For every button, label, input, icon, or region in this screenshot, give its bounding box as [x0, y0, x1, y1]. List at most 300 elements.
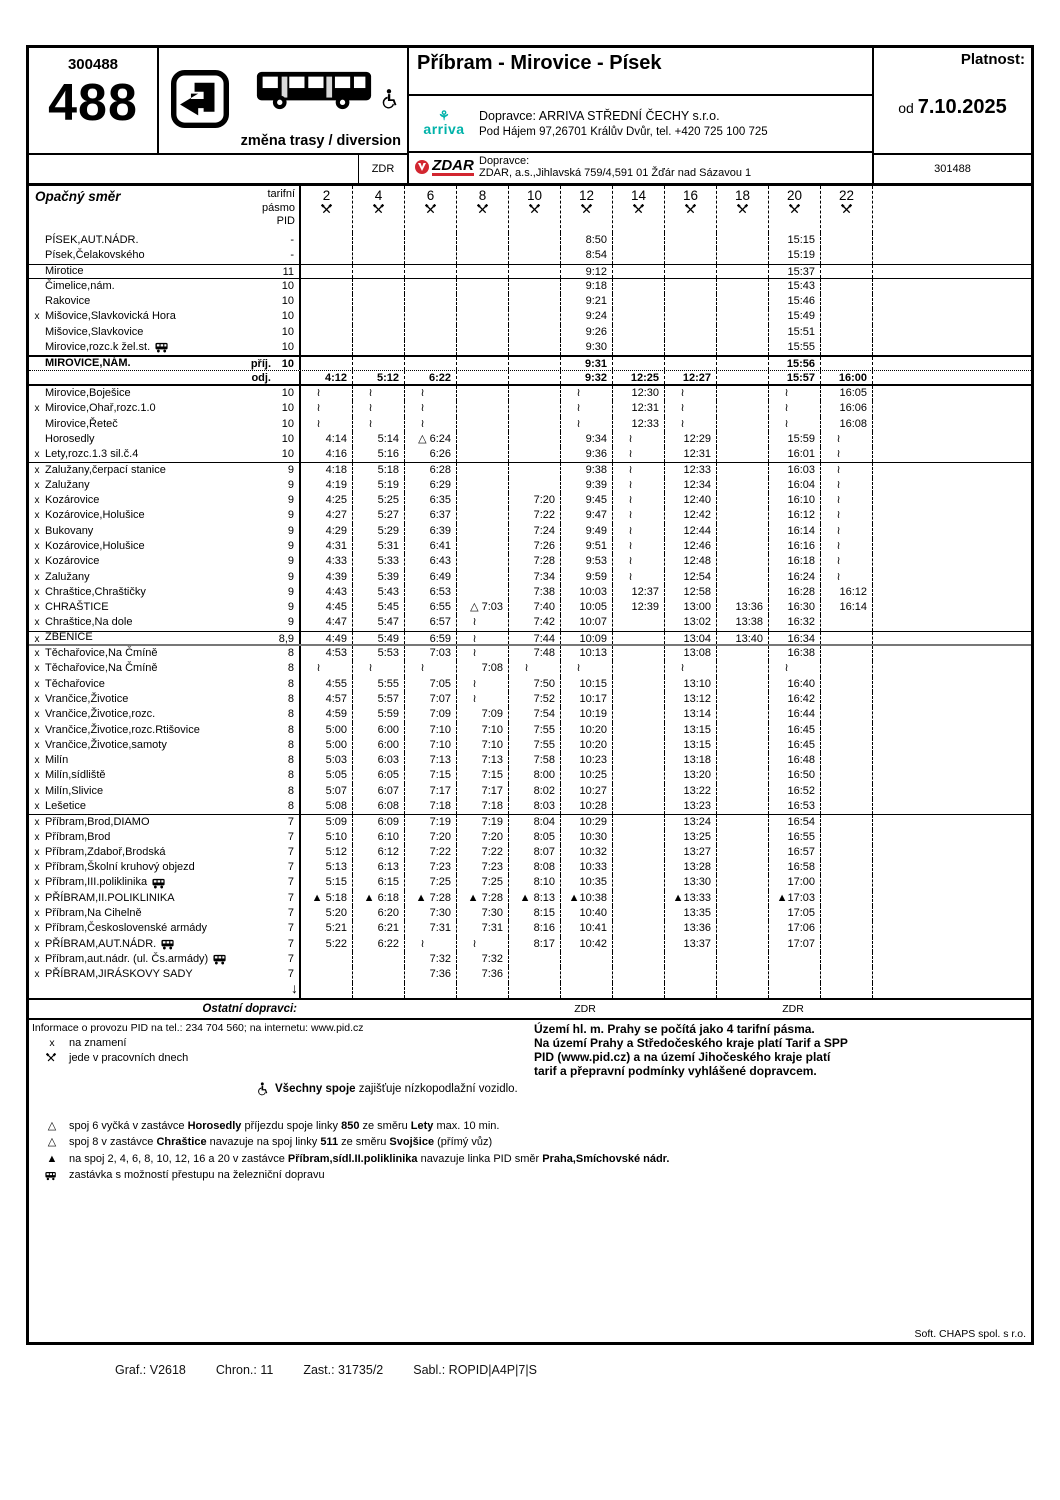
time-cell: ≀	[405, 937, 457, 952]
time-cell: 5:03	[301, 753, 353, 768]
time-cell	[717, 371, 769, 384]
train-icon	[161, 939, 175, 950]
time-cell: 16:24	[769, 570, 821, 585]
time-cell: 4:19	[301, 478, 353, 493]
time-cell: 15:57	[769, 371, 821, 384]
request-stop-flag	[29, 233, 45, 248]
other-carriers-cells	[299, 1000, 871, 1018]
time-cell: 10:15	[561, 677, 613, 692]
print-meta-item: Graf.: V2618	[115, 1363, 186, 1377]
time-cell: 5:05	[301, 768, 353, 783]
arrival-departure-label	[235, 493, 271, 508]
time-cell: 7:48	[509, 646, 561, 661]
time-cell: 9:45	[561, 493, 613, 508]
time-cell: 5:15	[301, 875, 353, 890]
time-cell	[821, 677, 873, 692]
table-row	[29, 279, 1031, 294]
station-name: Zalužany	[45, 478, 90, 491]
triangle-filled-icon: ▲	[46, 1152, 58, 1165]
table-row	[29, 768, 1031, 783]
time-cell	[457, 294, 509, 309]
arrival-departure-label: odj.	[251, 371, 271, 384]
arrival-departure-label	[235, 768, 271, 783]
time-cell: 13:40	[717, 632, 769, 644]
time-cell: 12:46	[665, 539, 717, 554]
time-cell: 9:24	[561, 309, 613, 324]
time-cell	[717, 294, 769, 309]
time-cell: 7:22	[405, 845, 457, 860]
time-cell: 6:13	[353, 860, 405, 875]
request-stop-flag	[29, 386, 45, 401]
time-cell	[457, 508, 509, 523]
time-cell: 9:21	[561, 294, 613, 309]
workdays-icon	[373, 204, 384, 215]
time-cell	[301, 294, 353, 309]
time-cell	[821, 937, 873, 952]
time-cell: 7:54	[509, 707, 561, 722]
time-cell: 10:07	[561, 615, 613, 630]
time-cell: 7:18	[405, 799, 457, 814]
time-cell	[821, 983, 873, 998]
time-cell: ≀	[665, 401, 717, 416]
zone-value: 7	[287, 845, 294, 858]
time-cell: 5:59	[353, 707, 405, 722]
time-cell: ≀	[457, 677, 509, 692]
time-cell	[301, 967, 353, 982]
time-cell: 8:07	[509, 845, 561, 860]
time-cell: 4:43	[301, 585, 353, 600]
time-cell: 16:54	[769, 815, 821, 829]
time-cell	[509, 279, 561, 294]
time-cell	[717, 875, 769, 890]
time-cell: 7:15	[457, 768, 509, 783]
time-cell: 16:38	[769, 646, 821, 661]
request-stop-flag	[29, 325, 45, 340]
times	[299, 983, 873, 998]
time-cell: 5:09	[301, 815, 353, 829]
time-cell: 7:38	[509, 585, 561, 600]
time-cell: 7:55	[509, 738, 561, 753]
time-cell	[717, 815, 769, 829]
trip-column-header	[769, 186, 821, 233]
trip-column-header	[405, 186, 457, 233]
time-cell: 5:19	[353, 478, 405, 493]
time-cell	[821, 279, 873, 294]
times	[299, 600, 873, 615]
time-cell: 5:16	[353, 447, 405, 462]
time-cell: 5:33	[353, 554, 405, 569]
carrier1-name: Dopravce: ARRIVA STŘEDNÍ ČECHY s.r.o.	[479, 108, 720, 123]
time-cell	[613, 265, 665, 278]
arrival-departure-label	[235, 661, 271, 676]
hammers-icon	[45, 1053, 59, 1063]
time-cell	[457, 248, 509, 263]
time-cell: 6:05	[353, 768, 405, 783]
zone-value: 8	[287, 662, 294, 675]
request-stop-flag: x	[34, 892, 40, 904]
time-cell	[509, 325, 561, 340]
time-cell	[457, 279, 509, 294]
time-cell: 6:09	[353, 815, 405, 829]
train-icon	[213, 954, 227, 965]
time-cell	[301, 952, 353, 967]
table-row	[29, 677, 1031, 692]
time-cell: 16:44	[769, 707, 821, 722]
trip-column-header	[301, 186, 353, 233]
time-cell: 4:29	[301, 524, 353, 539]
time-cell	[509, 386, 561, 401]
triangle-open-icon: △	[47, 1136, 57, 1149]
times	[299, 554, 873, 569]
time-cell: 13:24	[665, 815, 717, 829]
table-row	[29, 921, 1031, 936]
arrival-departure-label	[235, 309, 271, 324]
table-row	[29, 233, 1031, 248]
time-cell: 15:59	[769, 432, 821, 447]
arrival-departure-label	[235, 417, 271, 432]
time-cell: 7:19	[457, 815, 509, 829]
time-cell: 7:07	[405, 692, 457, 707]
request-stop-flag	[29, 983, 45, 998]
time-cell	[717, 983, 769, 998]
time-cell	[353, 248, 405, 263]
time-cell: 6:53	[405, 585, 457, 600]
zone-value: 8	[287, 723, 294, 736]
time-cell: ≀	[821, 524, 873, 539]
time-cell: ≀	[613, 570, 665, 585]
table-row	[29, 738, 1031, 753]
arrival-departure-label	[235, 753, 271, 768]
time-cell: 12:37	[613, 585, 665, 600]
time-cell	[665, 233, 717, 248]
time-cell: 5:45	[353, 600, 405, 615]
table-row	[29, 585, 1031, 600]
time-cell: 7:52	[509, 692, 561, 707]
time-cell	[613, 830, 665, 845]
time-cell	[821, 294, 873, 309]
time-cell: 12:27	[665, 371, 717, 384]
time-cell	[613, 860, 665, 875]
time-cell	[405, 309, 457, 324]
time-cell	[457, 371, 509, 384]
table-row	[29, 386, 1031, 401]
station-name: Příbram,Československé armády	[45, 922, 208, 935]
time-cell	[301, 325, 353, 340]
time-cell	[717, 478, 769, 493]
arrival-departure-label	[235, 906, 271, 921]
time-cell: 13:12	[665, 692, 717, 707]
time-cell	[457, 493, 509, 508]
time-cell: 4:16	[301, 447, 353, 462]
time-cell: 7:28	[509, 554, 561, 569]
arrival-departure-label	[235, 952, 271, 967]
time-cell: △ 6:24	[405, 432, 457, 447]
time-cell	[821, 661, 873, 676]
time-cell: 7:42	[509, 615, 561, 630]
time-cell: ▲17:03	[769, 891, 821, 906]
time-cell: 12:40	[665, 493, 717, 508]
trip-number: 22	[838, 188, 855, 203]
time-cell	[457, 386, 509, 401]
zone-value: 7	[287, 952, 294, 965]
time-cell: 5:49	[353, 632, 405, 644]
time-cell	[405, 294, 457, 309]
direction-arrow-icon: ↓	[291, 979, 298, 996]
zone-value: 10	[281, 341, 294, 354]
time-cell: 16:10	[769, 493, 821, 508]
time-cell	[457, 432, 509, 447]
arrival-departure-label	[235, 401, 271, 416]
time-cell: 5:22	[301, 937, 353, 952]
time-cell: 5:12	[353, 371, 405, 384]
time-cell	[613, 294, 665, 309]
times	[299, 248, 873, 263]
zone-value: 7	[287, 876, 294, 889]
time-cell: 13:15	[665, 738, 717, 753]
column-header	[29, 186, 1031, 233]
times	[299, 478, 873, 493]
request-stop-flag	[29, 357, 45, 369]
print-meta-item: Zast.: 31735/2	[303, 1363, 384, 1377]
time-cell: 8:02	[509, 784, 561, 799]
time-cell: 4:25	[301, 493, 353, 508]
time-cell	[613, 891, 665, 906]
zone-value: -	[290, 249, 294, 262]
station-name: Vrančice,Životice,rozc.	[45, 708, 156, 721]
timetable-code: 301488	[874, 153, 1031, 183]
time-cell: 7:34	[509, 570, 561, 585]
times	[299, 967, 873, 982]
request-stop-flag: x	[34, 633, 40, 645]
time-cell	[613, 815, 665, 829]
time-cell: 16:45	[769, 723, 821, 738]
time-cell	[717, 967, 769, 982]
time-cell: ≀	[457, 937, 509, 952]
time-cell: 7:17	[457, 784, 509, 799]
time-cell: 13:02	[665, 615, 717, 630]
station-name: Lety,rozc.1.3 sil.č.4	[45, 448, 139, 461]
time-cell: 5:13	[301, 860, 353, 875]
time-cell: 4:12	[301, 371, 353, 384]
request-stop-flag: x	[34, 800, 40, 812]
zone-value: 10	[281, 325, 294, 338]
time-cell	[353, 340, 405, 355]
time-cell	[613, 325, 665, 340]
table-row	[29, 830, 1031, 845]
timetable-rows	[29, 233, 1031, 998]
request-stop-flag: x	[34, 817, 40, 829]
arrival-departure-label	[235, 860, 271, 875]
time-cell: 4:39	[301, 570, 353, 585]
other-carrier-cell	[715, 1000, 767, 1018]
station-name: Zalužany	[45, 570, 90, 583]
time-cell	[353, 967, 405, 982]
station-name	[45, 371, 235, 384]
station-name: MIROVICE,NÁM.	[45, 357, 131, 369]
print-meta-line	[115, 1363, 537, 1377]
request-stop-flag: x	[34, 556, 40, 568]
time-cell: 4:55	[301, 677, 353, 692]
time-cell: 16:05	[821, 386, 873, 401]
times	[299, 784, 873, 799]
station-name: Kozárovice,Holušice	[45, 509, 145, 522]
table-row	[29, 600, 1031, 615]
time-cell	[353, 325, 405, 340]
station-name: Příbram,Brod	[45, 830, 111, 843]
table-row	[29, 937, 1031, 952]
time-cell	[509, 432, 561, 447]
request-stop-flag: x	[34, 449, 40, 461]
request-stop-flag: x	[34, 969, 40, 981]
times	[299, 233, 873, 248]
request-stop-flag	[29, 432, 45, 447]
time-cell	[717, 463, 769, 477]
time-cell: 5:29	[353, 524, 405, 539]
time-cell	[665, 279, 717, 294]
workdays-icon	[529, 204, 540, 215]
time-cell	[457, 265, 509, 278]
station-name: Příbram,Školní kruhový objezd	[45, 861, 195, 874]
time-cell: ≀	[769, 401, 821, 416]
time-cell: 7:13	[405, 753, 457, 768]
time-cell: 6:28	[405, 463, 457, 477]
station-name: Těchařovice,Na Čmíně	[45, 662, 158, 675]
time-cell	[665, 967, 717, 982]
time-cell	[613, 692, 665, 707]
time-cell	[717, 921, 769, 936]
time-cell: 4:14	[301, 432, 353, 447]
time-cell: 5:00	[301, 723, 353, 738]
time-cell	[353, 233, 405, 248]
x-icon: x	[49, 1036, 55, 1049]
time-cell	[821, 615, 873, 630]
time-cell	[821, 738, 873, 753]
time-cell: 12:39	[613, 600, 665, 615]
carrier1-address: Pod Hájem 97,26701 Králův Dvůr, tel. +420 725 100 725	[479, 125, 768, 138]
station-name: Příbram,III.poliklinika	[45, 875, 235, 890]
times	[299, 447, 873, 462]
times	[299, 875, 873, 890]
time-cell	[509, 265, 561, 278]
line-code: 300488	[67, 56, 119, 73]
time-cell	[613, 845, 665, 860]
header	[29, 48, 1031, 186]
time-cell: 4:57	[301, 692, 353, 707]
times	[299, 463, 873, 477]
time-cell: ≀	[405, 386, 457, 401]
workdays-icon	[477, 204, 488, 215]
time-cell: 10:30	[561, 830, 613, 845]
time-cell: 8:50	[561, 233, 613, 248]
table-row	[29, 539, 1031, 554]
time-cell: 6:20	[353, 906, 405, 921]
table-row	[29, 707, 1031, 722]
time-cell	[509, 967, 561, 982]
time-cell	[717, 753, 769, 768]
table-row	[29, 325, 1031, 340]
time-cell	[769, 967, 821, 982]
times	[299, 279, 873, 294]
trip-column-header	[665, 186, 717, 233]
arrival-departure-label	[235, 937, 271, 952]
table-row	[29, 264, 1031, 279]
station-name: Milín	[45, 754, 69, 767]
time-cell: ≀	[353, 386, 405, 401]
time-cell	[561, 983, 613, 998]
arrival-departure-label	[235, 830, 271, 845]
time-cell: 10:28	[561, 799, 613, 814]
time-cell	[405, 233, 457, 248]
lowfloor-note: Všechny spoje zajišťuje nízkopodlažní vozidlo.	[257, 1082, 1031, 1096]
wheelchair-icon	[381, 88, 399, 110]
request-stop-flag	[29, 294, 45, 309]
zone-value: 9	[287, 555, 294, 568]
zone-value: 8	[287, 738, 294, 751]
time-cell: 5:25	[353, 493, 405, 508]
time-cell: ≀	[769, 417, 821, 432]
trip-number: 6	[426, 188, 435, 203]
connection-notes	[29, 1118, 1031, 1184]
request-stop-flag: x	[34, 525, 40, 537]
time-cell	[717, 340, 769, 355]
time-cell	[821, 646, 873, 661]
zone-value: 8	[287, 769, 294, 782]
arrival-departure-label	[235, 463, 271, 477]
zdr-badge: ZDR	[358, 155, 407, 183]
request-stop-flag: x	[34, 724, 40, 736]
arrival-departure-label	[235, 554, 271, 569]
workdays-icon	[321, 204, 332, 215]
time-cell: 4:27	[301, 508, 353, 523]
times	[299, 309, 873, 324]
time-cell: 6:07	[353, 784, 405, 799]
zone-value: 9	[287, 601, 294, 614]
time-cell: ≀	[405, 401, 457, 416]
time-cell: 12:31	[665, 447, 717, 462]
request-stop-flag: x	[34, 709, 40, 721]
time-cell	[717, 937, 769, 952]
time-cell	[353, 265, 405, 278]
time-cell: 5:14	[353, 432, 405, 447]
time-cell: 10:41	[561, 921, 613, 936]
time-cell: 8:10	[509, 875, 561, 890]
time-cell	[717, 738, 769, 753]
zone-value: 8	[287, 677, 294, 690]
request-stop-flag: x	[34, 831, 40, 843]
other-carrier-cell	[819, 1000, 871, 1018]
zone-value: 9	[287, 539, 294, 552]
times	[299, 738, 873, 753]
time-cell: 7:23	[405, 860, 457, 875]
time-cell: 7:03	[405, 646, 457, 661]
time-cell: ▲ 7:28	[405, 891, 457, 906]
time-cell	[613, 952, 665, 967]
connection-note: ▲ na spoj 2, 4, 6, 8, 10, 12, 16 a 20 v zastávce Příbram,sídl.II.poliklinika navazuje linka PID směr Praha,Smíchovské nádr.	[29, 1151, 1031, 1168]
time-cell	[717, 677, 769, 692]
other-carrier-cell: ZDR	[574, 1002, 596, 1015]
time-cell	[613, 661, 665, 676]
times	[299, 265, 873, 278]
time-cell: 9:12	[561, 265, 613, 278]
time-cell: 16:16	[769, 539, 821, 554]
time-cell	[613, 233, 665, 248]
header-left	[29, 48, 409, 183]
table-row	[29, 294, 1031, 309]
times	[299, 952, 873, 967]
time-cell	[405, 340, 457, 355]
time-cell: ≀	[509, 661, 561, 676]
times	[299, 508, 873, 523]
